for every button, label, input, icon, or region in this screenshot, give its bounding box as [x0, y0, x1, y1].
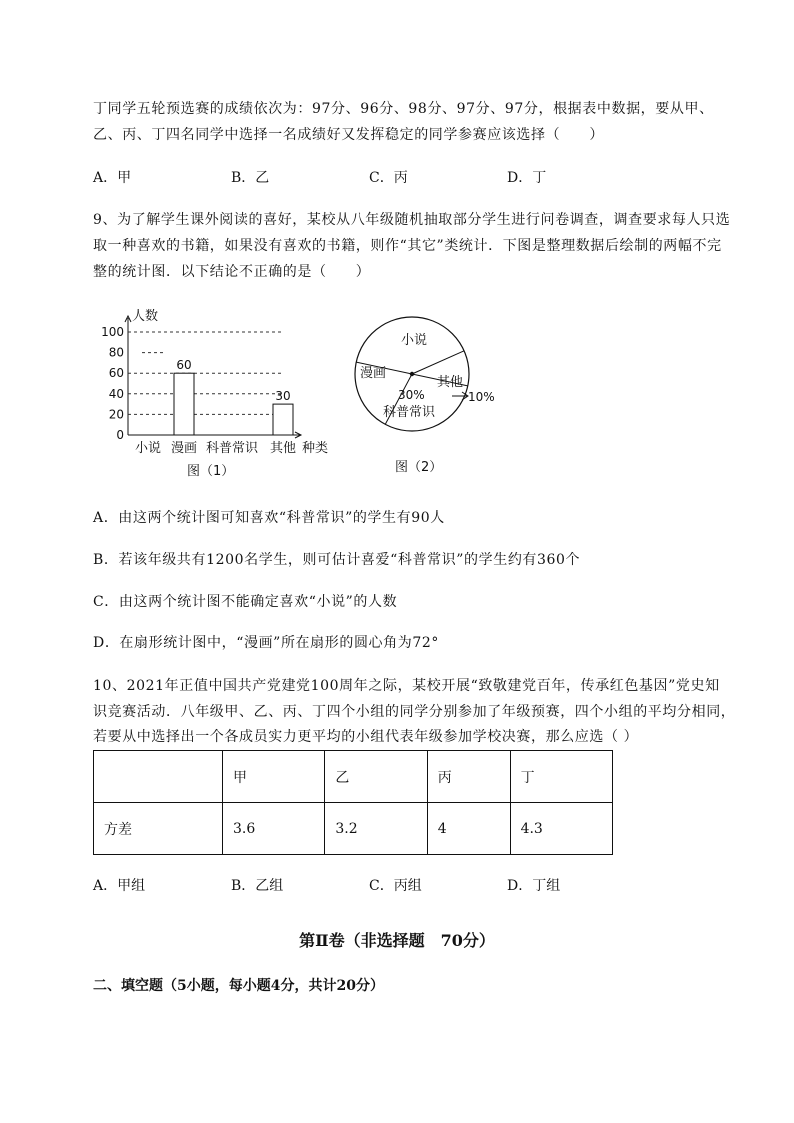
- q10-option-d: D．丁组: [507, 878, 561, 894]
- bar-chart-y-tick-label: 0: [116, 428, 124, 442]
- q9-line-1: 9、为了解学生课外阅读的喜好，某校从八年级随机抽取部分学生进行问卷调查，调查要求每人只选: [93, 212, 731, 228]
- section-subtitle: 二、填空题（5小题，每小题4分，共计20分）: [93, 978, 384, 994]
- q8-option-c: C．丙: [369, 170, 408, 186]
- table-cell: 4.3: [510, 803, 612, 855]
- table-cell: 甲: [223, 751, 325, 803]
- table-cell: 3.2: [325, 803, 427, 855]
- q9-line-2: 取一种喜欢的书籍，如果没有喜欢的书籍，则作“其它”类统计．下图是整理数据后绘制的两幅不完: [93, 238, 722, 254]
- bar-chart-x-tick-label: 漫画: [170, 441, 198, 456]
- bar-chart-data-label: 30: [275, 389, 291, 404]
- bar-chart-y-tick-label: 80: [108, 345, 124, 360]
- table-cell: 4: [427, 803, 510, 855]
- q9-option-b: B．若该年级共有1200名学生，则可估计喜爱“科普常识”的学生约有360个: [93, 552, 581, 568]
- pie-chart: [348, 300, 518, 485]
- bar-chart-ylabel: 人数: [132, 309, 159, 324]
- pie-chart-caption: 图（2）: [395, 460, 443, 475]
- table-cell: 丁: [510, 751, 612, 803]
- table-cell: 方差: [94, 803, 223, 855]
- bar-chart-y-tick-label: 60: [108, 366, 124, 381]
- bar-chart-y-tick-label: 100: [101, 325, 124, 339]
- table-cell: [94, 751, 223, 803]
- q10-line-2: 识竞赛活动．八年级甲、乙、丙、丁四个小组的同学分别参加了年级预赛，四个小组的平均分相同，: [93, 704, 736, 720]
- pie-label-novel: 小说: [401, 333, 428, 348]
- q10-line-3: 若要从中选择出一个各成员实力更平均的小组代表年级参加学校决赛，那么应选（ ）: [93, 729, 639, 745]
- pie-value-science: 30%: [398, 388, 425, 402]
- q9-line-3: 整的统计图．以下结论不正确的是（ ）: [93, 264, 371, 280]
- section-title: 第Ⅱ卷（非选择题 70分）: [299, 931, 495, 950]
- bar-chart-bar: [273, 404, 293, 435]
- table-cell: 3.6: [223, 803, 325, 855]
- q9-option-c: C．由这两个统计图不能确定喜欢“小说”的人数: [93, 594, 398, 610]
- table-cell: 丙: [427, 751, 510, 803]
- q10-option-a: A．甲组: [93, 878, 146, 894]
- bar-chart-bar: [174, 373, 194, 435]
- q9-option-d: D．在扇形统计图中，“漫画”所在扇形的圆心角为72°: [93, 635, 439, 651]
- variance-table: [93, 750, 613, 855]
- pie-label-science: 科普常识: [383, 405, 436, 420]
- q10-option-b: B．乙组: [231, 878, 284, 894]
- q8-line-1: 丁同学五轮预选赛的成绩依次为：97分、96分、98分、97分、97分，根据表中数据，要从甲、: [93, 101, 714, 117]
- table-row: [94, 803, 613, 855]
- table-header-row: [94, 751, 613, 803]
- bar-chart-data-label: 60: [176, 358, 192, 373]
- pie-center-dot: [410, 372, 414, 376]
- bar-chart-y-tick-label: 20: [108, 407, 124, 422]
- q9-option-a: A．由这两个统计图可知喜欢“科普常识”的学生有90人: [93, 510, 445, 526]
- q10-line-1: 10、2021年正值中国共产党建党100周年之际，某校开展“致敬建党百年，传承红色基因”党史知: [93, 678, 720, 694]
- pie-label-comic: 漫画: [360, 366, 387, 381]
- bar-chart-x-tick-label: 科普常识: [205, 441, 259, 456]
- q8-option-b: B．乙: [231, 170, 270, 186]
- q10-option-c: C．丙组: [369, 878, 422, 894]
- q8-option-d: D．丁: [507, 170, 547, 186]
- bar-chart-marks: [174, 358, 293, 435]
- bar-chart-x-tick-label: 小说: [134, 441, 162, 456]
- table-cell: 乙: [325, 751, 427, 803]
- bar-chart: [90, 300, 350, 485]
- q8-line-2: 乙、丙、丁四名同学中选择一名成绩好又发挥稳定的同学参赛应该选择（ ）: [93, 127, 604, 143]
- pie-value-other: 10%: [468, 390, 495, 404]
- pie-label-other: 其他: [437, 375, 464, 390]
- bar-chart-y-tick-label: 40: [108, 386, 124, 401]
- bar-chart-caption: 图（1）: [187, 464, 235, 479]
- bar-chart-xlabel: 种类: [302, 441, 329, 456]
- bar-chart-x-tick-label: 其他: [269, 441, 297, 456]
- q8-option-a: A．甲: [93, 170, 132, 186]
- bar-chart-axes: [101, 316, 301, 456]
